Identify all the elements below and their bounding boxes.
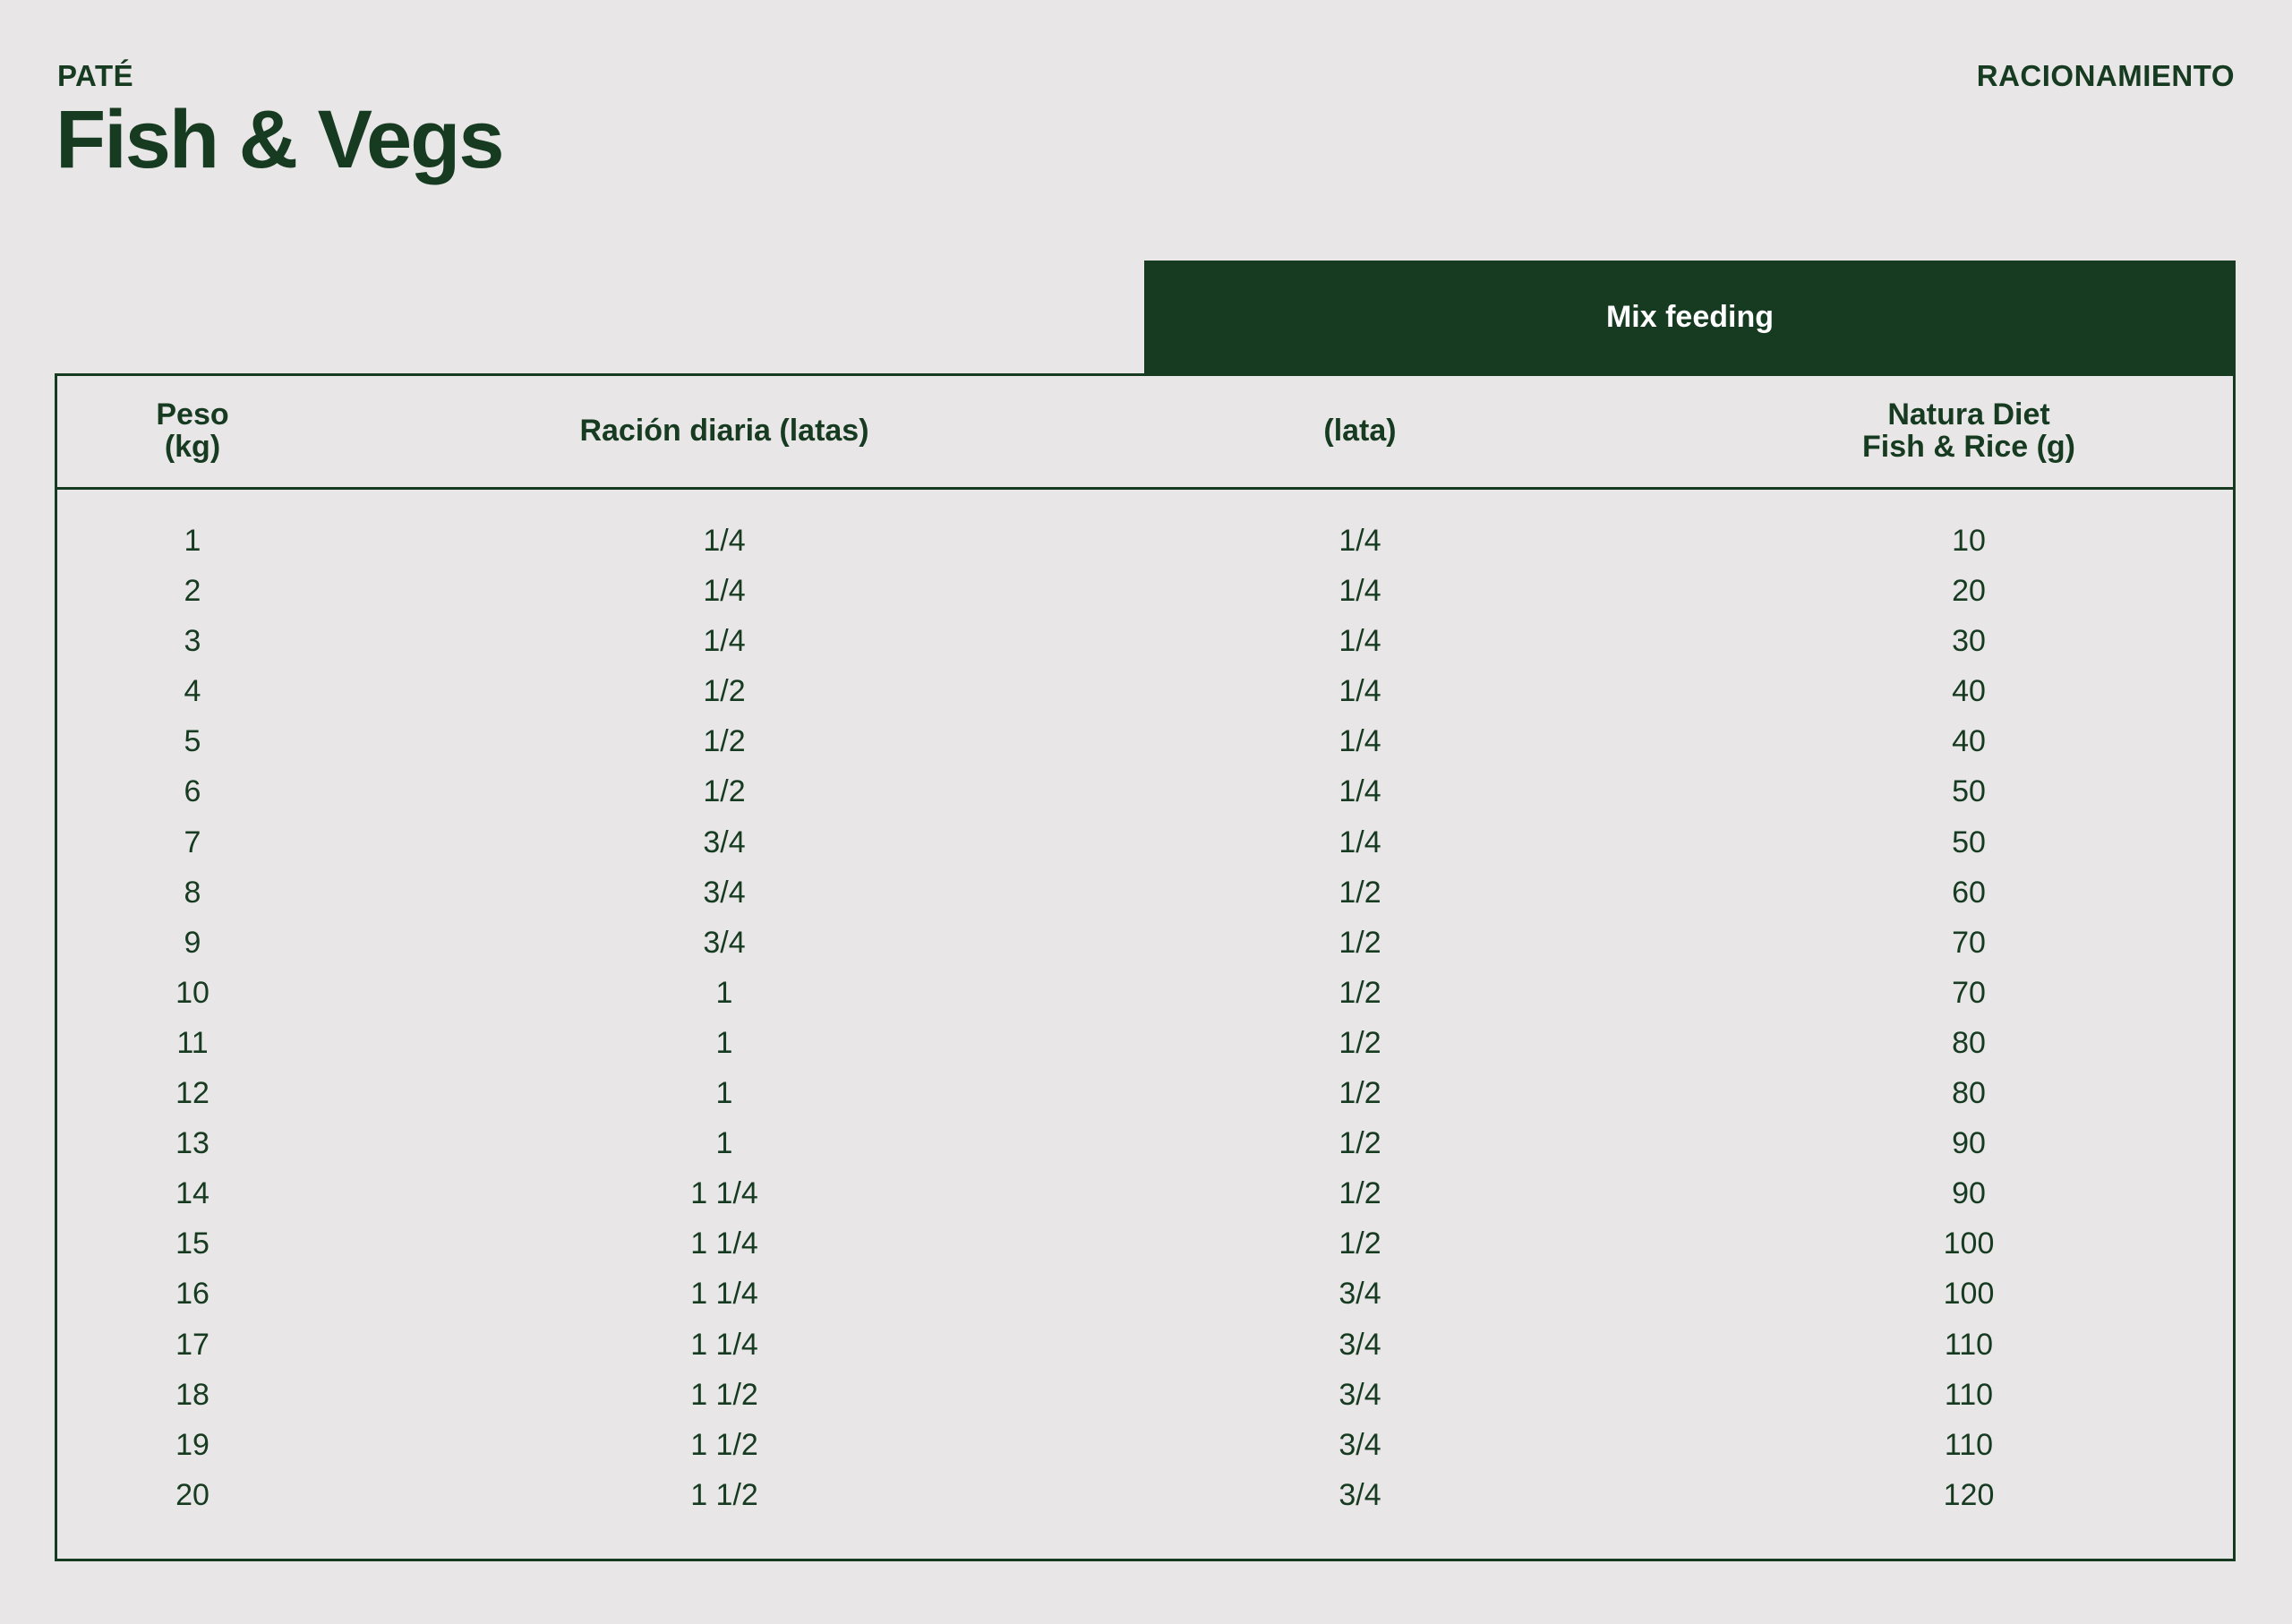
daily-ration-cell: 1 1/4 — [690, 1227, 758, 1261]
daily-ration-cell: 1/4 — [703, 524, 746, 558]
can-cell: 3/4 — [1338, 1477, 1381, 1512]
column-header-can: (lata) — [1323, 414, 1397, 449]
section-label: RACIONAMIENTO — [1976, 59, 2235, 92]
weight-cell: 7 — [184, 825, 201, 859]
natura-diet-cell: 70 — [1952, 925, 1986, 960]
daily-ration-cell: 1 — [715, 1025, 733, 1060]
daily-ration-cell: 1/4 — [703, 624, 746, 659]
weight-cell: 5 — [184, 724, 201, 759]
table-row — [57, 616, 2233, 666]
natura-diet-cell: 40 — [1952, 724, 1986, 759]
table-row — [57, 1018, 2233, 1068]
table-row — [57, 1218, 2233, 1269]
natura-diet-cell: 80 — [1952, 1076, 1986, 1111]
natura-diet-cell: 20 — [1952, 574, 1986, 609]
column-header-daily-ration: Ración diaria (latas) — [579, 414, 869, 449]
natura-diet-cell: 50 — [1952, 825, 1986, 859]
daily-ration-cell: 1 — [715, 1076, 733, 1111]
weight-cell: 17 — [175, 1327, 210, 1362]
table-row — [57, 1470, 2233, 1520]
weight-cell: 19 — [175, 1427, 210, 1462]
daily-ration-cell: 1/2 — [703, 774, 746, 809]
table-row — [57, 1168, 2233, 1218]
daily-ration-cell: 1/2 — [703, 724, 746, 759]
can-cell: 1/2 — [1338, 875, 1381, 910]
weight-cell: 10 — [175, 975, 210, 1010]
table-row — [57, 1420, 2233, 1470]
column-header-weight: Peso (kg) — [156, 397, 229, 464]
natura-diet-cell: 110 — [1944, 1377, 1994, 1412]
natura-diet-cell: 50 — [1952, 774, 1986, 809]
weight-cell: 20 — [175, 1477, 210, 1512]
daily-ration-cell: 1 — [715, 1126, 733, 1161]
daily-ration-cell: 1/4 — [703, 574, 746, 609]
table-body — [57, 516, 2233, 1520]
table-row — [57, 1320, 2233, 1370]
daily-ration-cell: 1 1/4 — [690, 1277, 758, 1312]
can-cell: 1/4 — [1338, 724, 1381, 759]
weight-cell: 13 — [175, 1126, 210, 1161]
mix-feeding-banner — [1144, 261, 2236, 373]
table-row — [57, 716, 2233, 766]
daily-ration-cell: 1 1/2 — [690, 1377, 758, 1412]
natura-diet-cell: 100 — [1943, 1277, 1995, 1312]
weight-cell: 2 — [184, 574, 201, 609]
product-category: PATÉ — [57, 59, 134, 92]
feeding-table — [55, 373, 2236, 1561]
weight-cell: 16 — [175, 1277, 210, 1312]
natura-diet-cell: 90 — [1952, 1176, 1986, 1211]
can-cell: 3/4 — [1338, 1427, 1381, 1462]
can-cell: 1/2 — [1338, 975, 1381, 1010]
mix-feeding-label: Mix feeding — [1605, 299, 1775, 334]
table-row — [57, 566, 2233, 616]
daily-ration-cell: 1 1/4 — [690, 1327, 758, 1362]
can-cell: 1/4 — [1338, 674, 1381, 709]
weight-cell: 9 — [184, 925, 201, 960]
can-cell: 1/4 — [1338, 774, 1381, 809]
table-row — [57, 1269, 2233, 1319]
weight-cell: 15 — [175, 1227, 210, 1261]
daily-ration-cell: 1 — [715, 975, 733, 1010]
table-row — [57, 918, 2233, 968]
natura-diet-cell: 70 — [1952, 975, 1986, 1010]
natura-diet-cell: 120 — [1943, 1477, 1995, 1512]
weight-cell: 6 — [184, 774, 201, 809]
table-row — [57, 516, 2233, 566]
natura-diet-cell: 100 — [1943, 1227, 1995, 1261]
can-cell: 1/4 — [1338, 574, 1381, 609]
daily-ration-cell: 1 1/4 — [690, 1176, 758, 1211]
can-cell: 3/4 — [1338, 1277, 1381, 1312]
weight-cell: 12 — [175, 1076, 210, 1111]
table-header-row — [57, 376, 2233, 490]
can-cell: 1/2 — [1338, 1176, 1381, 1211]
table-row — [57, 868, 2233, 918]
can-cell: 1/4 — [1338, 624, 1381, 659]
can-cell: 1/2 — [1338, 1227, 1381, 1261]
weight-cell: 4 — [184, 674, 201, 709]
weight-cell: 3 — [184, 624, 201, 659]
can-cell: 1/2 — [1338, 1076, 1381, 1111]
can-cell: 1/2 — [1338, 1025, 1381, 1060]
weight-cell: 11 — [176, 1025, 209, 1060]
natura-diet-cell: 110 — [1944, 1427, 1994, 1462]
natura-diet-cell: 80 — [1952, 1025, 1986, 1060]
table-row — [57, 766, 2233, 816]
table-row — [57, 666, 2233, 716]
weight-cell: 18 — [175, 1377, 210, 1412]
can-cell: 3/4 — [1338, 1327, 1381, 1362]
natura-diet-cell: 60 — [1952, 875, 1986, 910]
table-row — [57, 1068, 2233, 1118]
product-title: Fish & Vegs — [56, 94, 503, 185]
column-header-natura-diet: Natura Diet Fish & Rice (g) — [1861, 397, 2076, 464]
daily-ration-cell: 1/2 — [703, 674, 746, 709]
daily-ration-cell: 3/4 — [703, 875, 746, 910]
weight-cell: 1 — [184, 524, 201, 558]
weight-cell: 8 — [184, 875, 201, 910]
natura-diet-cell: 40 — [1952, 674, 1986, 709]
can-cell: 1/2 — [1338, 925, 1381, 960]
can-cell: 1/2 — [1338, 1126, 1381, 1161]
table-row — [57, 817, 2233, 868]
natura-diet-cell: 30 — [1952, 624, 1986, 659]
can-cell: 1/4 — [1338, 825, 1381, 859]
table-row — [57, 1118, 2233, 1168]
weight-cell: 14 — [175, 1176, 210, 1211]
natura-diet-cell: 90 — [1952, 1126, 1986, 1161]
daily-ration-cell: 3/4 — [703, 925, 746, 960]
table-row — [57, 968, 2233, 1018]
natura-diet-cell: 10 — [1952, 524, 1986, 558]
daily-ration-cell: 1 1/2 — [690, 1427, 758, 1462]
can-cell: 3/4 — [1338, 1377, 1381, 1412]
natura-diet-cell: 110 — [1944, 1327, 1994, 1362]
daily-ration-cell: 3/4 — [703, 825, 746, 859]
can-cell: 1/4 — [1338, 524, 1381, 558]
daily-ration-cell: 1 1/2 — [690, 1477, 758, 1512]
table-row — [57, 1370, 2233, 1420]
